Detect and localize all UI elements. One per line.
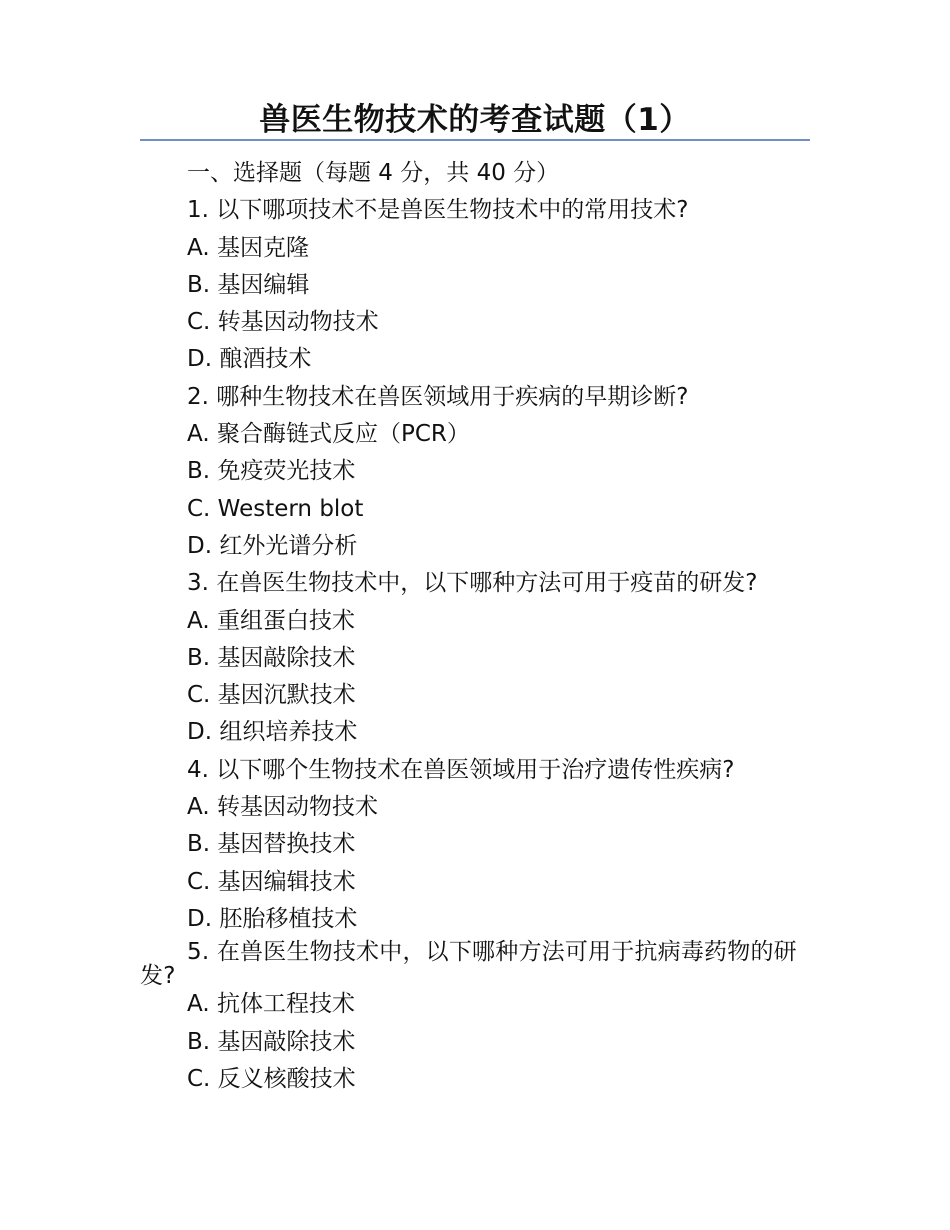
question-4-option-a: A. 转基因动物技术: [187, 794, 378, 821]
question-2-option-b: B. 免疫荧光技术: [187, 458, 356, 485]
question-3-option-c: C. 基因沉默技术: [187, 682, 356, 709]
question-3-option-d: D. 组织培养技术: [187, 719, 358, 746]
document-body: [140, 155, 810, 1098]
section-heading: 一、选择题（每题 4 分，共 40 分）: [187, 160, 560, 186]
question-1-option-a: A. 基因克隆: [187, 234, 309, 261]
question-5: 5. 在兽医生物技术中，以下哪种方法可用于抗病毒药物的研发?: [140, 939, 797, 990]
question-1: 1. 以下哪项技术不是兽医生物技术中的常用技术?: [187, 197, 689, 224]
question-2: 2. 哪种生物技术在兽医领域用于疾病的早期诊断?: [187, 383, 689, 410]
question-4-option-d: D. 胚胎移植技术: [187, 905, 358, 932]
question-5-option-c: C. 反义核酸技术: [187, 1065, 356, 1092]
question-1-option-b: B. 基因编辑: [187, 271, 310, 298]
question-2-option-c: C. Western blot: [187, 495, 364, 522]
question-4-option-c: C. 基因编辑技术: [187, 868, 356, 895]
question-1-option-c: C. 转基因动物技术: [187, 309, 379, 336]
question-3: 3. 在兽医生物技术中，以下哪种方法可用于疫苗的研发?: [187, 570, 758, 597]
question-5-option-b: B. 基因敲除技术: [187, 1028, 356, 1055]
question-2-option-d: D. 红外光谱分析: [187, 532, 358, 559]
title-underline: [140, 139, 810, 141]
question-4: 4. 以下哪个生物技术在兽医领域用于治疗遗传性疾病?: [187, 756, 735, 783]
question-5-option-a: A. 抗体工程技术: [187, 991, 355, 1018]
question-2-option-a: A. 聚合酶链式反应（PCR）: [187, 421, 470, 448]
question-3-option-b: B. 基因敲除技术: [187, 644, 356, 671]
question-1-option-d: D. 酿酒技术: [187, 346, 312, 373]
page-title: 兽医生物技术的考查试题（1）: [259, 102, 691, 138]
question-3-option-a: A. 重组蛋白技术: [187, 607, 355, 634]
question-4-option-b: B. 基因替换技术: [187, 831, 356, 858]
